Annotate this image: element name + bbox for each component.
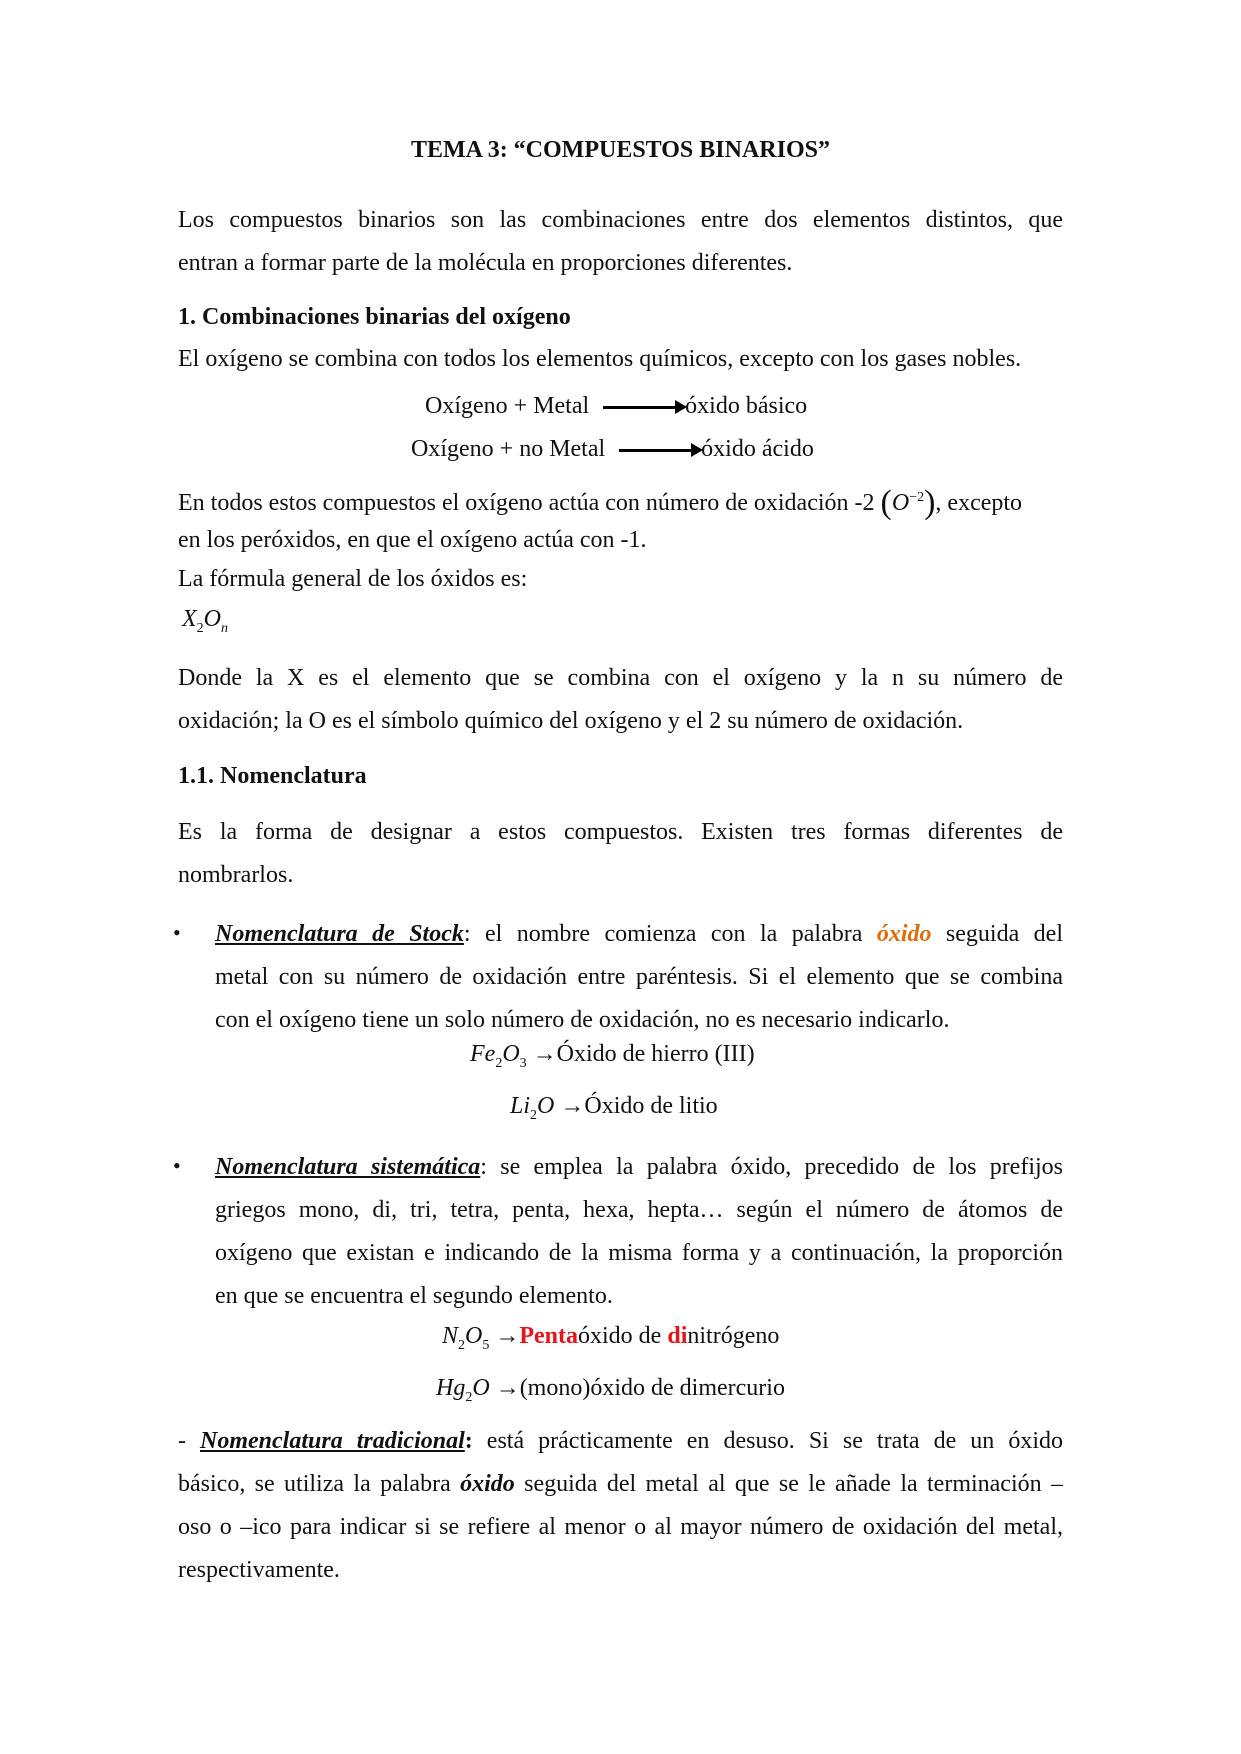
stock-line-3: con el oxígeno tiene un solo número de oxidación, no es necesario indicarlo. (215, 1007, 950, 1033)
sistematica-line-4: en que se encuentra el segundo elemento. (215, 1283, 613, 1309)
stock-example-2 (510, 1093, 718, 1123)
reaction-right: óxido ácido (701, 436, 814, 462)
example-name: Óxido de litio (584, 1093, 718, 1119)
formula-x-sub: 2 (196, 620, 204, 636)
bullet-icon: • (173, 1153, 181, 1178)
example-name-end: nitrógeno (687, 1323, 780, 1349)
oxidation-line-2: en los peróxidos, en que el oxígeno actúa con -1. (178, 527, 647, 553)
example-name: óxido de (578, 1323, 668, 1349)
general-formula-intro: La fórmula general de los óxidos es: (178, 566, 528, 592)
example-sub: 2 (495, 1055, 503, 1071)
right-arrow-icon (619, 449, 695, 452)
tradicional-line-2 (178, 1463, 1063, 1506)
stock-highlight: óxido (876, 921, 932, 947)
sistematica-line-3: oxígeno que existan e indicando de la misma forma y a continuación, la proporción (215, 1240, 1063, 1266)
example-element: Hg (436, 1375, 466, 1401)
stock-text-end: seguida del (931, 921, 1063, 947)
tradicional-term: Nomenclatura tradicional (200, 1428, 465, 1454)
subsection-heading: 1.1. Nomenclatura (178, 763, 367, 789)
arrow-icon: → (532, 1041, 557, 1067)
subsection-line-2: nombrarlos. (178, 862, 294, 888)
example-oxygen: O (537, 1093, 555, 1119)
sistematica-example-2 (436, 1375, 785, 1405)
section-1-heading: 1. Combinaciones binarias del oxígeno (178, 304, 571, 330)
where-line-2: oxidación; la O es el símbolo químico del oxígeno y el 2 su número de oxidación. (178, 708, 964, 734)
stock-line-2: metal con su número de oxidación entre paréntesis. Si el elemento que se combina (215, 964, 1063, 990)
reaction-nonmetal (411, 436, 814, 463)
tradicional-line-3: oso o –ico para indicar si se refiere al menor o al mayor número de oxidación del metal, (178, 1514, 1063, 1540)
right-arrow-icon (603, 406, 679, 409)
example-element: Li (510, 1093, 531, 1119)
arrow-icon: → (495, 1375, 520, 1401)
arrow-icon: → (495, 1323, 520, 1349)
oxidation-line-1: En todos estos compuestos el oxígeno actúa con número de oxidación -2 $(O^{-2})$, excepto (178, 484, 1023, 521)
subsection-line-1: Es la forma de designar a estos compuestos. Existen tres formas diferentes de (178, 819, 1063, 845)
general-formula (182, 606, 229, 636)
example-sub: 2 (530, 1107, 538, 1123)
example-oxygen: O (472, 1375, 490, 1401)
example-name: (mono)óxido de dimercurio (519, 1375, 785, 1401)
tradicional-colon: : (464, 1428, 473, 1454)
prefix-highlight: di (667, 1323, 688, 1349)
reaction-left: Oxígeno + no Metal (411, 436, 606, 462)
example-element: Fe (470, 1041, 496, 1067)
oxidation-text-end: , excepto (935, 490, 1023, 516)
stock-line-1 (215, 913, 1063, 956)
example-element: N (442, 1323, 459, 1349)
reaction-metal (425, 393, 807, 420)
reaction-right: óxido básico (685, 393, 808, 419)
oxidation-superscript: −2 (909, 490, 925, 505)
stock-text: : el nombre comienza con la palabra (463, 921, 877, 947)
tradicional-bold: óxido (460, 1471, 515, 1497)
formula-o-sub: n (221, 620, 229, 636)
intro-line-2: entran a formar parte de la molécula en proporciones diferentes. (178, 250, 793, 276)
formula-o: O (203, 606, 222, 632)
example-sub: 3 (519, 1055, 527, 1071)
where-line-1: Donde la X es el elemento que se combina con el oxígeno y la n su número de (178, 665, 1063, 691)
tradicional-text-end: seguida del metal al que se le añade la terminación – (514, 1471, 1064, 1497)
example-name: Óxido de hierro (III) (556, 1041, 755, 1067)
arrow-icon: → (560, 1093, 585, 1119)
formula-x: X (182, 606, 197, 632)
tradicional-text: está prácticamente en desuso. Si se trata de un óxido (472, 1428, 1063, 1454)
tradicional-dash: - (178, 1428, 201, 1454)
reaction-left: Oxígeno + Metal (425, 393, 590, 419)
sistematica-example-1 (442, 1323, 780, 1353)
sistematica-line-1 (215, 1146, 1063, 1189)
example-sub: 2 (458, 1337, 466, 1353)
example-oxygen: O (465, 1323, 483, 1349)
tradicional-line-4: respectivamente. (178, 1557, 340, 1583)
stock-term: Nomenclatura de Stock (215, 921, 464, 947)
stock-example-1 (470, 1041, 755, 1071)
section-1-text: El oxígeno se combina con todos los elementos químicos, excepto con los gases nobles. (178, 346, 1022, 372)
prefix-highlight: Penta (519, 1323, 579, 1349)
oxidation-text: En todos estos compuestos el oxígeno actúa con número de oxidación -2 (178, 490, 881, 516)
oxygen-symbol: O (891, 490, 910, 516)
example-oxygen: O (502, 1041, 520, 1067)
sistematica-text: : se emplea la palabra óxido, precedido de los prefijos (480, 1154, 1064, 1180)
bullet-icon: • (173, 920, 181, 945)
example-sub: 2 (465, 1389, 473, 1405)
sistematica-term: Nomenclatura sistemática (215, 1154, 481, 1180)
intro-line-1: Los compuestos binarios son las combinaciones entre dos elementos distintos, que (178, 207, 1063, 233)
tradicional-text: básico, se utiliza la palabra (178, 1471, 461, 1497)
tradicional-line-1 (178, 1420, 1063, 1463)
sistematica-line-2: griegos mono, di, tri, tetra, penta, hexa, hepta… según el número de átomos de (215, 1197, 1063, 1223)
example-sub: 5 (482, 1337, 490, 1353)
page-title: TEMA 3: “COMPUESTOS BINARIOS” (411, 137, 830, 163)
